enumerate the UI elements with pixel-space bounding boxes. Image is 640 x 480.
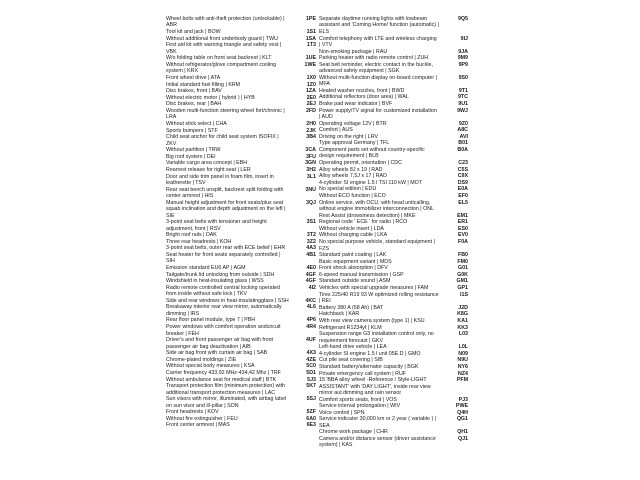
left-option-code: 6A0 [306,415,316,422]
left-option-code: 5D1 [306,369,316,376]
right-option-description: Hatchback | KAR [319,311,360,318]
right-option-code: EV0 [457,232,468,239]
left-option-code: 1WE [304,61,316,68]
left-option-code: 5J3 [307,376,316,383]
left-option-code: 3H2 [306,166,316,173]
right-option-code: 9WJ [457,107,468,114]
right-option-description: Online service, with OCU, with head unitcalling, without engine immobilizer interconnection | ONL [319,199,435,213]
right-option-description: Battery 380 A (68 Ah) | BAT [319,304,384,311]
right-option-description: Operating voltage 12V | BTR [319,120,387,127]
left-option-description: Front wheel drive | ATA [166,74,221,81]
right-option-code: QJ1 [457,436,468,443]
left-option-description: Sun visors with mirror, illuminated, with airbag label on sun visor and ill-pillar | SON [166,396,287,409]
right-option-description: Vehicles with special upgrade measures | FAM [319,285,429,292]
right-option-description: Additional reflectors (door area) | WAL [319,94,409,101]
right-option-description: Comfort telephony with LTE and wireless charging | VTV [319,35,437,48]
right-option-description: Component parts set without country-specific design requirement | BLB [319,147,425,160]
left-option-code: 4X3 [306,350,316,357]
right-option-description: Without multi-function display on-board computer | MFA [319,74,437,88]
left-option-description: 3-point seat belts, outer rear with ECE belief | EHR [166,245,286,252]
left-option-description: Radio remote controlled central locking operated from inside without safe lock | TKV [166,284,280,298]
right-option-code: K8G [457,311,468,318]
right-option-code: NY6 [457,363,468,370]
left-option-description: Without electric motor ( hybrid ) | HYB [166,94,255,101]
right-option-description: No special edition | EDU [319,186,377,193]
right-option-code: E0A [457,186,468,193]
left-option-description: Tailgate/trunk lid unlocking from outside | SDH [166,271,275,278]
right-option-code: QH1 [457,429,468,436]
right-option-description: No special purpose vehicle, standard equipment | FZS [319,239,435,252]
left-option-code: 3L1 [306,173,316,180]
left-option-code: 3NU [305,186,316,193]
left-option-description: Disc brakes, front | BAV [166,88,222,95]
left-option-code: 4P6 [306,317,316,324]
right-option-description: 6-speed manual transmission | GSP [319,271,404,278]
right-option-description: Cut pile seat covering | SIB [319,357,383,364]
right-option-code: FM0 [457,258,468,265]
right-option-code: DS9 [457,179,468,186]
left-option-description: Variable cargo area concept | EBH [166,160,248,167]
left-descriptions [166,16,290,429]
right-option-code: GP1 [457,285,468,292]
left-option-description: Initial standard fuel filling | KRM [166,81,241,88]
left-option-description: 3-point seat belts with tensioner and height adjustment, front | RSV [166,219,267,232]
left-option-description: Front headrests | KOV [166,409,219,416]
right-option-code: N9U [457,357,468,364]
right-option-description: 4-cylinder SI engine 1.5 l unit 05E.D | GMO [319,350,421,357]
right-option-code: 9Z0 [458,120,468,127]
left-option-code: 4R4 [306,324,316,331]
right-option-code: 9IJ [460,35,468,42]
right-option-description: Without ECO function | ECO [319,193,386,200]
right-option-description: Comfort sports seats, front | VOS [319,396,397,403]
right-codes [452,16,468,449]
left-option-code: 5ZF [306,409,316,416]
left-option-description: Wooden multi-function steering wheel fort/chronic | LRA [166,107,285,121]
right-option-code: FB0 [457,252,468,259]
left-option-description: Wheel bolts with anti-theft protection (unlockable) | ABR [166,16,285,29]
right-option-description: Suspension range G3 installation control only, no requirement forecast | GKV [319,331,434,344]
left-option-description: Power windows with comfort operation andcircuit breaker | FEH [166,324,281,337]
right-option-code: ER1 [457,219,468,226]
right-option-description: Parking heater with radio remote control | ZUH [319,55,429,62]
right-option-description: Separate daytime running lights with lowbeam assistant and 'Coming Home/ function (automatic) | ELS [319,16,439,35]
right-option-code: G01 [457,265,468,272]
right-option-code: KA1 [457,317,468,324]
right-option-description: 15 'BBA alloy wheel -Reference / Style-LIGHT ASSISTANT' with 'DAY LIGHT', inside rear view mirror aut.dimming and rain sensor [319,377,431,397]
left-option-description: Sports bumpers | STF [166,127,218,134]
right-option-description: Left-hand drive vehicle | LEA [319,344,387,351]
left-option-description: Without refrigerator/glove compartment cooling system | KRX [166,61,277,75]
left-option-description: Windshield in heat-insulating glass | WSS [166,278,264,285]
right-option-description: Private emergency call system | RUF [319,370,407,377]
right-option-code: G0K [457,271,468,278]
left-option-description: Door and side trim panel in foam film, insert in leatherette | TSV [166,173,274,186]
left-codes [300,16,316,429]
right-option-description: Front shock absorption | DFV [319,265,388,272]
left-option-description: Transport protection film (minimum protection) with additional transport protection measures | LAC [166,383,286,396]
left-option-code: 2H0 [306,120,316,127]
left-option-code: 3GN [305,160,316,167]
left-option-code: 5K7 [306,383,316,390]
right-option-code: B0A [457,147,468,154]
left-option-code: 1ZA [305,88,316,95]
left-option-code: 3B4 [306,134,316,141]
right-option-code: L03 [458,331,468,338]
right-descriptions [319,16,439,449]
left-option-description: Without stick select | CHA [166,120,227,127]
left-option-description: Seat heater for front seats separately controlled | SIH [166,251,281,265]
right-option-description: Standard paint coating | LAK [319,252,387,259]
right-option-code: C9X [457,173,468,180]
left-option-description: Without additional front underbody guard | TWU [166,35,278,42]
left-option-code: 1T3 [306,42,316,49]
left-option-code: 4GF [305,271,316,278]
right-option-code: ES0 [457,225,468,232]
right-option-description: Service interval prolongation | WIV [319,403,401,410]
right-option-code: L0L [458,344,468,351]
left-option-code: 4GF [305,278,316,285]
left-option-description: Child seat anchor for child seat system ISOFIX | ZKV [166,134,279,147]
right-option-code: B01 [458,140,468,147]
left-option-description: First aid kit with warning triangle and safety vest | VBK [166,42,282,55]
left-option-code: 1UE [305,55,316,62]
left-option-code: 1PE [305,16,316,22]
right-option-code: 9P9 [458,61,468,68]
left-option-code: 4UF [305,337,316,344]
right-option-code: 9Q5 [457,16,468,22]
left-option-description: Without fire extinguisher | FEU [166,415,238,422]
right-option-description: Service indicator 30,000 km or 2 year ( variable ) | SEA [319,416,437,429]
right-option-code: EM1 [457,212,468,219]
right-option-code: KK3 [457,324,468,331]
right-option-code: F0A [457,239,468,246]
left-option-description: Driver's and front passenger air bag with front passenger air bag deactivation | AIB [166,337,274,350]
left-option-description: Three rear headrests | KOH [166,238,232,245]
right-option-code: C23 [458,160,468,167]
left-option-code: 4ZE [306,356,316,363]
right-option-description: Regional code ' ECE ' for radio | RCO [319,219,408,226]
right-option-code: 9S0 [458,74,468,81]
right-option-description: Alloy wheels 7,5J x 17 | RAD [319,173,387,180]
left-option-code: 4B1 [306,251,316,258]
right-option-code: PFM [456,377,468,384]
right-option-code: QG1 [456,416,468,423]
left-option-description: Side air bag front with curtain air bag | SAB [166,350,268,357]
right-option-description: Rest Assist (drowsiness detection) | MKE [319,212,416,219]
left-option-code: 1X0 [306,74,316,81]
left-option-code: 2FD [305,107,316,114]
left-option-description: Front center armrest | MAS [166,422,230,429]
left-option-description: W/o folding table on front seat backrest | KLT [166,55,272,62]
right-option-code: 9JA [458,48,468,55]
left-option-code: 2EJ [306,101,316,108]
right-option-description: Driving on the right | LRV [319,133,378,140]
left-option-code: 6E3 [306,422,316,429]
left-option-code: 2E0 [306,94,316,101]
right-option-code: NZ4 [457,370,468,377]
right-option-code: I1S [460,291,468,298]
left-option-code: 4A3 [306,245,316,252]
right-option-description: Without vehicle insert | LDA [319,225,384,232]
left-option-code: 3Z2 [306,238,316,245]
left-option-description: Bright roof rails | DAK [166,232,217,239]
right-option-description: Standard outside sound | ASM [319,278,391,285]
left-option-description: Breakaway interior rear view mirror, automatically dimming | IRS [166,304,282,317]
left-option-description: Rear seat bench unsplit, backrest split folding with center armrest | HIS [166,186,284,200]
left-option-code: 4E0 [306,265,316,272]
right-option-description: Operating permit, orientation | CDC [319,160,402,167]
right-option-description: Comfort | AUS [319,127,353,134]
right-option-code: EF0 [458,193,468,200]
right-option-description: Camera and/or distance sensor (driver assistance system) | KAS [319,436,436,449]
right-option-code: PJ3 [458,396,468,403]
right-option-description: Type approval Germany | TFL [319,140,390,147]
right-option-code: 9U1 [458,101,468,108]
right-option-description: Power supply/TV signal for customized installation | AUD [319,107,437,121]
left-option-code: 4KC [305,297,316,304]
left-option-description: Rearrest release for right seat | LER [166,166,251,173]
left-option-code: 3S1 [306,219,316,226]
left-option-code: 1Z0 [306,81,316,88]
left-option-code: 5SJ [306,396,316,403]
right-option-description: Refrigerant R1234yf | KLM [319,324,382,331]
left-option-code: 5C0 [306,363,316,370]
right-option-code: C5S [457,166,468,173]
right-option-code: EL5 [458,199,468,206]
left-option-description: Without ambulance seat for medical staff | BTK [166,376,277,383]
right-option-code: GM1 [456,278,468,285]
left-option-code: 4L6 [306,304,316,311]
right-option-code: N09 [458,350,468,357]
left-option-description: Without partition | TRW [166,147,221,154]
right-option-description: Voice control | SPN [319,409,365,416]
left-option-description: Manual height adjustment for front seats/plus seat squab inclination and depth adjustment on the left | SIE [166,199,286,219]
left-option-code: 2JK [306,127,316,134]
right-option-code: 9M9 [457,55,468,62]
left-option-description: Without special body measures | KSA [166,363,255,370]
left-option-code: 3QJ [305,199,316,206]
right-option-code: A8C [457,127,468,134]
right-option-code: J2D [458,304,468,311]
left-option-description: Emission standard EU6 AP | AGM [166,265,246,272]
right-option-code: Q4H [457,409,468,416]
left-option-description: Tool kit and jack | BOW [166,29,221,36]
right-option-description: 4-cylinder SI engine 1.5 l TSI 110 kW | MOT [319,179,423,186]
left-option-code: 1SA [305,35,316,42]
right-option-description: Alloy wheels 8J x 19 | RAD [319,166,383,173]
left-option-description: Chrome-plated moldings | ZIE [166,356,237,363]
left-option-code: 4I2 [308,284,316,291]
right-option-code: 9T1 [458,87,468,94]
right-option-description: Non-smoking package | RAU [319,48,388,55]
left-option-code: 3FU [305,153,316,160]
right-option-description: Basic equipment variant | MDS [319,258,392,265]
right-option-code: AVI [459,133,468,140]
right-option-description: Without charging cable | LKA [319,232,388,239]
right-option-description: Brake pad wear indicator | BVF [319,101,393,108]
left-option-code: 1S1 [306,29,316,36]
left-option-code: 3CA [305,147,316,154]
right-option-description: Seat belt reminder, electric contact in the buckle, advanced safety equipment | SGK [319,61,433,75]
left-option-code: 3T2 [306,232,316,239]
left-option-description: Big roof system | DEI [166,153,216,160]
left-option-description: Disc brakes, rear | BAH [166,101,222,108]
right-option-description: With rear view camera system (type 1) | KSU [319,317,425,324]
right-option-code: 9TC [457,94,468,101]
left-option-description: Rear floor panel module, type 7 | PBH [166,317,256,324]
right-option-description: Standard battery/alternator capacity | BGK [319,363,419,370]
right-option-description: Tires 225/40 R19 93 W optimized rolling resistance | REI [319,291,439,305]
right-option-description: Chrome work package | CHR [319,429,388,436]
right-option-code: PWE [455,403,468,410]
left-option-description: Side and rear windows in heat-insulatingglass | SSH [166,297,289,304]
left-option-description: Carrier frequency 433,92 MHz-434,42 Mhz | TRF [166,369,281,376]
right-option-description: Heated washer nozzles, front | BWD [319,87,405,94]
